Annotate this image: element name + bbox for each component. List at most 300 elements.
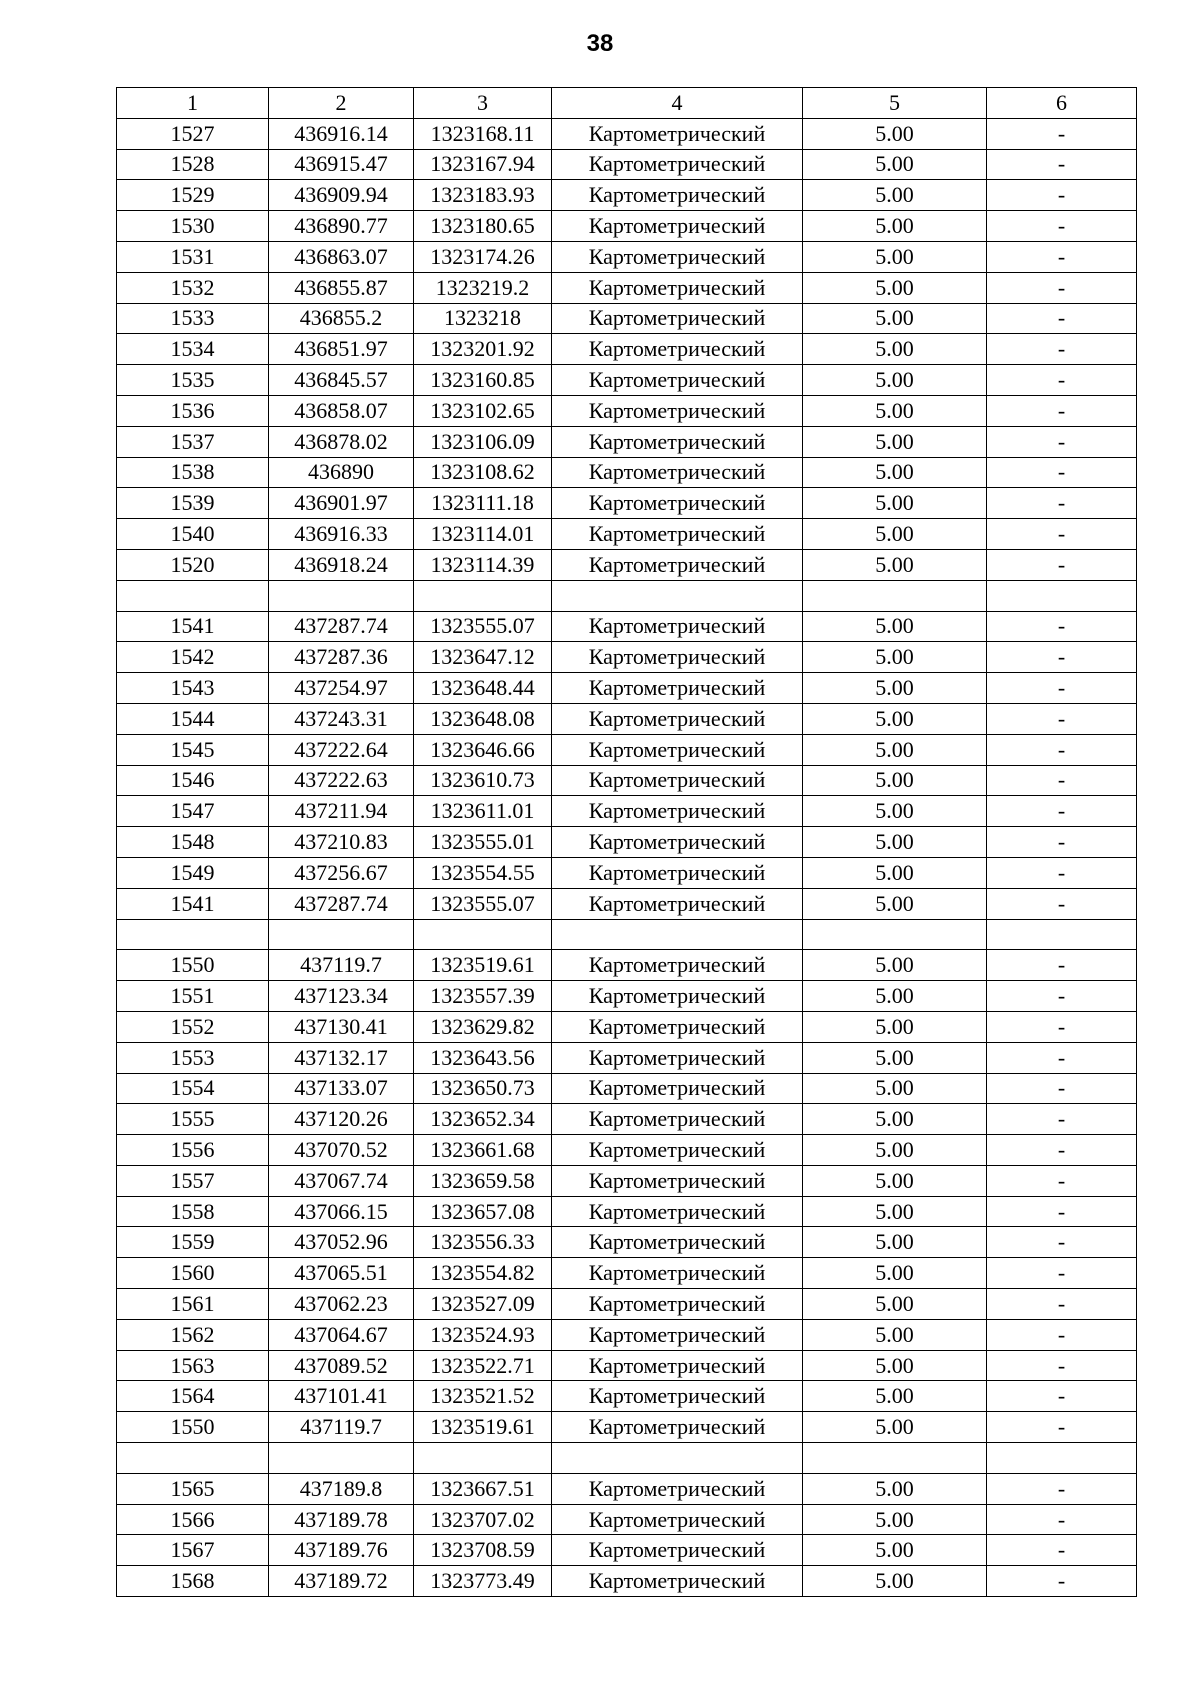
- method-cell: Картометрический: [552, 457, 803, 488]
- method-cell: Картометрический: [552, 519, 803, 550]
- accuracy-cell: 5.00: [803, 549, 987, 580]
- note-cell: [987, 1443, 1137, 1474]
- table-row: [117, 457, 1137, 488]
- y-coordinate-cell: 1323218: [414, 303, 552, 334]
- note-cell: [987, 580, 1137, 611]
- note-cell: -: [987, 488, 1137, 519]
- x-coordinate-cell: 436855.2: [269, 303, 414, 334]
- note-cell: -: [987, 211, 1137, 242]
- accuracy-cell: [803, 919, 987, 950]
- accuracy-cell: 5.00: [803, 1104, 987, 1135]
- note-cell: -: [987, 303, 1137, 334]
- x-coordinate-cell: 436851.97: [269, 334, 414, 365]
- note-cell: -: [987, 1135, 1137, 1166]
- note-cell: -: [987, 1227, 1137, 1258]
- table-row: [117, 1196, 1137, 1227]
- x-coordinate-cell: 436890.77: [269, 211, 414, 242]
- accuracy-cell: 5.00: [803, 950, 987, 981]
- x-coordinate-cell: 437256.67: [269, 857, 414, 888]
- y-coordinate-cell: 1323519.61: [414, 1412, 552, 1443]
- point-number-cell: 1562: [117, 1319, 269, 1350]
- accuracy-cell: 5.00: [803, 488, 987, 519]
- x-coordinate-cell: 437120.26: [269, 1104, 414, 1135]
- method-cell: Картометрический: [552, 334, 803, 365]
- method-cell: Картометрический: [552, 180, 803, 211]
- note-cell: -: [987, 334, 1137, 365]
- x-coordinate-cell: 436909.94: [269, 180, 414, 211]
- x-coordinate-cell: 437130.41: [269, 1011, 414, 1042]
- table-row: [117, 1319, 1137, 1350]
- point-number-cell: 1548: [117, 827, 269, 858]
- note-cell: -: [987, 1535, 1137, 1566]
- method-cell: Картометрический: [552, 857, 803, 888]
- method-cell: Картометрический: [552, 1566, 803, 1597]
- x-coordinate-cell: 436918.24: [269, 549, 414, 580]
- method-cell: Картометрический: [552, 1350, 803, 1381]
- accuracy-cell: [803, 580, 987, 611]
- x-coordinate-cell: 437189.72: [269, 1566, 414, 1597]
- method-cell: Картометрический: [552, 1042, 803, 1073]
- note-cell: -: [987, 1196, 1137, 1227]
- y-coordinate-cell: 1323707.02: [414, 1504, 552, 1535]
- accuracy-cell: 5.00: [803, 981, 987, 1012]
- method-cell: Картометрический: [552, 365, 803, 396]
- y-coordinate-cell: 1323611.01: [414, 796, 552, 827]
- method-cell: Картометрический: [552, 1535, 803, 1566]
- method-cell: Картометрический: [552, 241, 803, 272]
- note-cell: -: [987, 673, 1137, 704]
- y-coordinate-cell: 1323519.61: [414, 950, 552, 981]
- x-coordinate-cell: [269, 580, 414, 611]
- point-number-cell: 1560: [117, 1258, 269, 1289]
- x-coordinate-cell: 437067.74: [269, 1165, 414, 1196]
- table-row: [117, 519, 1137, 550]
- point-number-cell: 1535: [117, 365, 269, 396]
- y-coordinate-cell: 1323219.2: [414, 272, 552, 303]
- accuracy-cell: 5.00: [803, 426, 987, 457]
- note-cell: -: [987, 1381, 1137, 1412]
- note-cell: -: [987, 519, 1137, 550]
- accuracy-cell: 5.00: [803, 642, 987, 673]
- method-cell: Картометрический: [552, 1165, 803, 1196]
- note-cell: -: [987, 180, 1137, 211]
- column-header: 3: [414, 88, 552, 119]
- point-number-cell: 1538: [117, 457, 269, 488]
- column-header: 4: [552, 88, 803, 119]
- table-row: [117, 1412, 1137, 1443]
- x-coordinate-cell: 437070.52: [269, 1135, 414, 1166]
- table-row: [117, 1566, 1137, 1597]
- table-row: [117, 734, 1137, 765]
- x-coordinate-cell: 437089.52: [269, 1350, 414, 1381]
- y-coordinate-cell: 1323556.33: [414, 1227, 552, 1258]
- accuracy-cell: 5.00: [803, 211, 987, 242]
- method-cell: Картометрический: [552, 703, 803, 734]
- point-number-cell: 1532: [117, 272, 269, 303]
- point-number-cell: 1552: [117, 1011, 269, 1042]
- y-coordinate-cell: 1323629.82: [414, 1011, 552, 1042]
- point-number-cell: 1541: [117, 611, 269, 642]
- accuracy-cell: 5.00: [803, 272, 987, 303]
- note-cell: -: [987, 703, 1137, 734]
- x-coordinate-cell: 437287.74: [269, 611, 414, 642]
- method-cell: Картометрический: [552, 1104, 803, 1135]
- method-cell: Картометрический: [552, 734, 803, 765]
- accuracy-cell: 5.00: [803, 1073, 987, 1104]
- x-coordinate-cell: 436916.14: [269, 118, 414, 149]
- point-number-cell: 1563: [117, 1350, 269, 1381]
- table-row: [117, 118, 1137, 149]
- accuracy-cell: 5.00: [803, 611, 987, 642]
- table-row: [117, 241, 1137, 272]
- point-number-cell: 1541: [117, 888, 269, 919]
- note-cell: -: [987, 1319, 1137, 1350]
- table-row: [117, 334, 1137, 365]
- y-coordinate-cell: 1323111.18: [414, 488, 552, 519]
- accuracy-cell: 5.00: [803, 888, 987, 919]
- point-number-cell: 1527: [117, 118, 269, 149]
- point-number-cell: 1561: [117, 1289, 269, 1320]
- point-number-cell: 1550: [117, 1412, 269, 1443]
- method-cell: Картометрический: [552, 1473, 803, 1504]
- method-cell: Картометрический: [552, 426, 803, 457]
- note-cell: -: [987, 395, 1137, 426]
- method-cell: Картометрический: [552, 950, 803, 981]
- method-cell: Картометрический: [552, 796, 803, 827]
- note-cell: -: [987, 426, 1137, 457]
- point-number-cell: 1545: [117, 734, 269, 765]
- y-coordinate-cell: 1323555.07: [414, 888, 552, 919]
- y-coordinate-cell: 1323521.52: [414, 1381, 552, 1412]
- y-coordinate-cell: 1323114.01: [414, 519, 552, 550]
- method-cell: Картометрический: [552, 642, 803, 673]
- point-number-cell: 1544: [117, 703, 269, 734]
- y-coordinate-cell: 1323183.93: [414, 180, 552, 211]
- table-row: [117, 272, 1137, 303]
- accuracy-cell: 5.00: [803, 334, 987, 365]
- method-cell: Картометрический: [552, 1319, 803, 1350]
- y-coordinate-cell: 1323527.09: [414, 1289, 552, 1320]
- point-number-cell: 1534: [117, 334, 269, 365]
- point-number-cell: 1539: [117, 488, 269, 519]
- x-coordinate-cell: 437189.76: [269, 1535, 414, 1566]
- note-cell: -: [987, 1412, 1137, 1443]
- table-row: [117, 703, 1137, 734]
- point-number-cell: 1557: [117, 1165, 269, 1196]
- point-number-cell: 1550: [117, 950, 269, 981]
- point-number-cell: 1549: [117, 857, 269, 888]
- y-coordinate-cell: 1323555.07: [414, 611, 552, 642]
- method-cell: Картометрический: [552, 1381, 803, 1412]
- y-coordinate-cell: 1323522.71: [414, 1350, 552, 1381]
- accuracy-cell: 5.00: [803, 1258, 987, 1289]
- method-cell: Картометрический: [552, 1258, 803, 1289]
- accuracy-cell: 5.00: [803, 796, 987, 827]
- method-cell: Картометрический: [552, 1289, 803, 1320]
- table-row: [117, 1165, 1137, 1196]
- method-cell: Картометрический: [552, 827, 803, 858]
- table-row: [117, 1504, 1137, 1535]
- point-number-cell: 1547: [117, 796, 269, 827]
- point-number-cell: 1520: [117, 549, 269, 580]
- table-row: [117, 211, 1137, 242]
- y-coordinate-cell: 1323610.73: [414, 765, 552, 796]
- note-cell: -: [987, 857, 1137, 888]
- y-coordinate-cell: 1323201.92: [414, 334, 552, 365]
- accuracy-cell: 5.00: [803, 1165, 987, 1196]
- note-cell: -: [987, 1566, 1137, 1597]
- table-row: [117, 673, 1137, 704]
- y-coordinate-cell: 1323643.56: [414, 1042, 552, 1073]
- table-row: [117, 888, 1137, 919]
- note-cell: -: [987, 1073, 1137, 1104]
- method-cell: Картометрический: [552, 673, 803, 704]
- y-coordinate-cell: 1323773.49: [414, 1566, 552, 1597]
- table-row: [117, 827, 1137, 858]
- accuracy-cell: 5.00: [803, 180, 987, 211]
- method-cell: [552, 580, 803, 611]
- note-cell: [987, 919, 1137, 950]
- point-number-cell: [117, 1443, 269, 1474]
- point-number-cell: 1531: [117, 241, 269, 272]
- accuracy-cell: 5.00: [803, 1504, 987, 1535]
- table-row: [117, 180, 1137, 211]
- point-number-cell: 1528: [117, 149, 269, 180]
- accuracy-cell: 5.00: [803, 1042, 987, 1073]
- accuracy-cell: 5.00: [803, 765, 987, 796]
- point-number-cell: 1555: [117, 1104, 269, 1135]
- note-cell: -: [987, 1042, 1137, 1073]
- point-number-cell: [117, 919, 269, 950]
- y-coordinate-cell: 1323106.09: [414, 426, 552, 457]
- point-number-cell: 1536: [117, 395, 269, 426]
- note-cell: -: [987, 827, 1137, 858]
- y-coordinate-cell: 1323554.82: [414, 1258, 552, 1289]
- method-cell: Картометрический: [552, 272, 803, 303]
- x-coordinate-cell: 437210.83: [269, 827, 414, 858]
- accuracy-cell: 5.00: [803, 673, 987, 704]
- note-cell: -: [987, 457, 1137, 488]
- note-cell: -: [987, 642, 1137, 673]
- note-cell: -: [987, 1350, 1137, 1381]
- method-cell: Картометрический: [552, 1504, 803, 1535]
- note-cell: -: [987, 1289, 1137, 1320]
- method-cell: Картометрический: [552, 395, 803, 426]
- x-coordinate-cell: 437133.07: [269, 1073, 414, 1104]
- point-number-cell: 1546: [117, 765, 269, 796]
- table-row: [117, 981, 1137, 1012]
- method-cell: Картометрический: [552, 1073, 803, 1104]
- x-coordinate-cell: 437222.64: [269, 734, 414, 765]
- x-coordinate-cell: 437064.67: [269, 1319, 414, 1350]
- note-cell: -: [987, 888, 1137, 919]
- table-row: [117, 1473, 1137, 1504]
- table-row: [117, 1350, 1137, 1381]
- point-number-cell: 1537: [117, 426, 269, 457]
- table-row: [117, 426, 1137, 457]
- table-body: [117, 118, 1137, 1596]
- accuracy-cell: 5.00: [803, 149, 987, 180]
- table-row: [117, 1104, 1137, 1135]
- point-number-cell: 1566: [117, 1504, 269, 1535]
- table-row: [117, 1227, 1137, 1258]
- y-coordinate-cell: 1323659.58: [414, 1165, 552, 1196]
- method-cell: [552, 1443, 803, 1474]
- table-row: [117, 919, 1137, 950]
- point-number-cell: 1554: [117, 1073, 269, 1104]
- coordinates-table: [116, 87, 1137, 1597]
- x-coordinate-cell: 437132.17: [269, 1042, 414, 1073]
- x-coordinate-cell: 436863.07: [269, 241, 414, 272]
- x-coordinate-cell: [269, 1443, 414, 1474]
- x-coordinate-cell: 437243.31: [269, 703, 414, 734]
- point-number-cell: 1558: [117, 1196, 269, 1227]
- table-row: [117, 580, 1137, 611]
- table-row: [117, 950, 1137, 981]
- method-cell: Картометрический: [552, 149, 803, 180]
- x-coordinate-cell: 437101.41: [269, 1381, 414, 1412]
- accuracy-cell: 5.00: [803, 303, 987, 334]
- accuracy-cell: 5.00: [803, 1381, 987, 1412]
- column-header: 2: [269, 88, 414, 119]
- accuracy-cell: 5.00: [803, 1319, 987, 1350]
- x-coordinate-cell: 437052.96: [269, 1227, 414, 1258]
- note-cell: -: [987, 1504, 1137, 1535]
- method-cell: Картометрический: [552, 888, 803, 919]
- accuracy-cell: 5.00: [803, 1350, 987, 1381]
- note-cell: -: [987, 1165, 1137, 1196]
- x-coordinate-cell: 436915.47: [269, 149, 414, 180]
- accuracy-cell: 5.00: [803, 1135, 987, 1166]
- table-row: [117, 1443, 1137, 1474]
- note-cell: -: [987, 1473, 1137, 1504]
- x-coordinate-cell: 437254.97: [269, 673, 414, 704]
- table-row: [117, 395, 1137, 426]
- table-row: [117, 1258, 1137, 1289]
- y-coordinate-cell: 1323180.65: [414, 211, 552, 242]
- x-coordinate-cell: 436855.87: [269, 272, 414, 303]
- x-coordinate-cell: 436916.33: [269, 519, 414, 550]
- y-coordinate-cell: 1323661.68: [414, 1135, 552, 1166]
- accuracy-cell: 5.00: [803, 457, 987, 488]
- x-coordinate-cell: 437066.15: [269, 1196, 414, 1227]
- table-row: [117, 365, 1137, 396]
- accuracy-cell: 5.00: [803, 1227, 987, 1258]
- table-row: [117, 1042, 1137, 1073]
- y-coordinate-cell: 1323648.44: [414, 673, 552, 704]
- column-header: 5: [803, 88, 987, 119]
- y-coordinate-cell: 1323652.34: [414, 1104, 552, 1135]
- y-coordinate-cell: 1323174.26: [414, 241, 552, 272]
- x-coordinate-cell: 437287.74: [269, 888, 414, 919]
- method-cell: Картометрический: [552, 488, 803, 519]
- table-row: [117, 796, 1137, 827]
- note-cell: -: [987, 118, 1137, 149]
- table-row: [117, 1073, 1137, 1104]
- method-cell: Картометрический: [552, 1227, 803, 1258]
- note-cell: -: [987, 611, 1137, 642]
- accuracy-cell: 5.00: [803, 857, 987, 888]
- x-coordinate-cell: 436845.57: [269, 365, 414, 396]
- y-coordinate-cell: 1323647.12: [414, 642, 552, 673]
- point-number-cell: 1543: [117, 673, 269, 704]
- table-row: [117, 1135, 1137, 1166]
- point-number-cell: 1564: [117, 1381, 269, 1412]
- table-row: [117, 857, 1137, 888]
- point-number-cell: 1568: [117, 1566, 269, 1597]
- accuracy-cell: 5.00: [803, 827, 987, 858]
- point-number-cell: 1565: [117, 1473, 269, 1504]
- y-coordinate-cell: 1323708.59: [414, 1535, 552, 1566]
- y-coordinate-cell: 1323168.11: [414, 118, 552, 149]
- y-coordinate-cell: [414, 1443, 552, 1474]
- table-row: [117, 611, 1137, 642]
- note-cell: -: [987, 365, 1137, 396]
- point-number-cell: 1530: [117, 211, 269, 242]
- method-cell: Картометрический: [552, 549, 803, 580]
- x-coordinate-cell: 437189.8: [269, 1473, 414, 1504]
- point-number-cell: 1529: [117, 180, 269, 211]
- column-header: 1: [117, 88, 269, 119]
- point-number-cell: 1559: [117, 1227, 269, 1258]
- table-row: [117, 765, 1137, 796]
- point-number-cell: 1553: [117, 1042, 269, 1073]
- x-coordinate-cell: 437119.7: [269, 1412, 414, 1443]
- method-cell: [552, 919, 803, 950]
- x-coordinate-cell: 436890: [269, 457, 414, 488]
- x-coordinate-cell: 436878.02: [269, 426, 414, 457]
- y-coordinate-cell: 1323667.51: [414, 1473, 552, 1504]
- accuracy-cell: 5.00: [803, 1289, 987, 1320]
- point-number-cell: 1542: [117, 642, 269, 673]
- accuracy-cell: 5.00: [803, 734, 987, 765]
- accuracy-cell: 5.00: [803, 1412, 987, 1443]
- y-coordinate-cell: [414, 919, 552, 950]
- page-number: 38: [586, 30, 614, 57]
- x-coordinate-cell: 436901.97: [269, 488, 414, 519]
- method-cell: Картометрический: [552, 611, 803, 642]
- y-coordinate-cell: 1323646.66: [414, 734, 552, 765]
- accuracy-cell: 5.00: [803, 1535, 987, 1566]
- method-cell: Картометрический: [552, 765, 803, 796]
- point-number-cell: 1551: [117, 981, 269, 1012]
- point-number-cell: 1567: [117, 1535, 269, 1566]
- accuracy-cell: 5.00: [803, 241, 987, 272]
- method-cell: Картометрический: [552, 1412, 803, 1443]
- note-cell: -: [987, 549, 1137, 580]
- y-coordinate-cell: 1323524.93: [414, 1319, 552, 1350]
- method-cell: Картометрический: [552, 1011, 803, 1042]
- table-row: [117, 1381, 1137, 1412]
- point-number-cell: 1533: [117, 303, 269, 334]
- accuracy-cell: [803, 1443, 987, 1474]
- point-number-cell: 1540: [117, 519, 269, 550]
- note-cell: -: [987, 981, 1137, 1012]
- table-header-row: [117, 88, 1137, 119]
- y-coordinate-cell: 1323555.01: [414, 827, 552, 858]
- note-cell: -: [987, 734, 1137, 765]
- method-cell: Картометрический: [552, 981, 803, 1012]
- note-cell: -: [987, 950, 1137, 981]
- x-coordinate-cell: [269, 919, 414, 950]
- accuracy-cell: 5.00: [803, 519, 987, 550]
- x-coordinate-cell: 437123.34: [269, 981, 414, 1012]
- y-coordinate-cell: 1323102.65: [414, 395, 552, 426]
- y-coordinate-cell: [414, 580, 552, 611]
- x-coordinate-cell: 437222.63: [269, 765, 414, 796]
- method-cell: Картометрический: [552, 303, 803, 334]
- x-coordinate-cell: 437062.23: [269, 1289, 414, 1320]
